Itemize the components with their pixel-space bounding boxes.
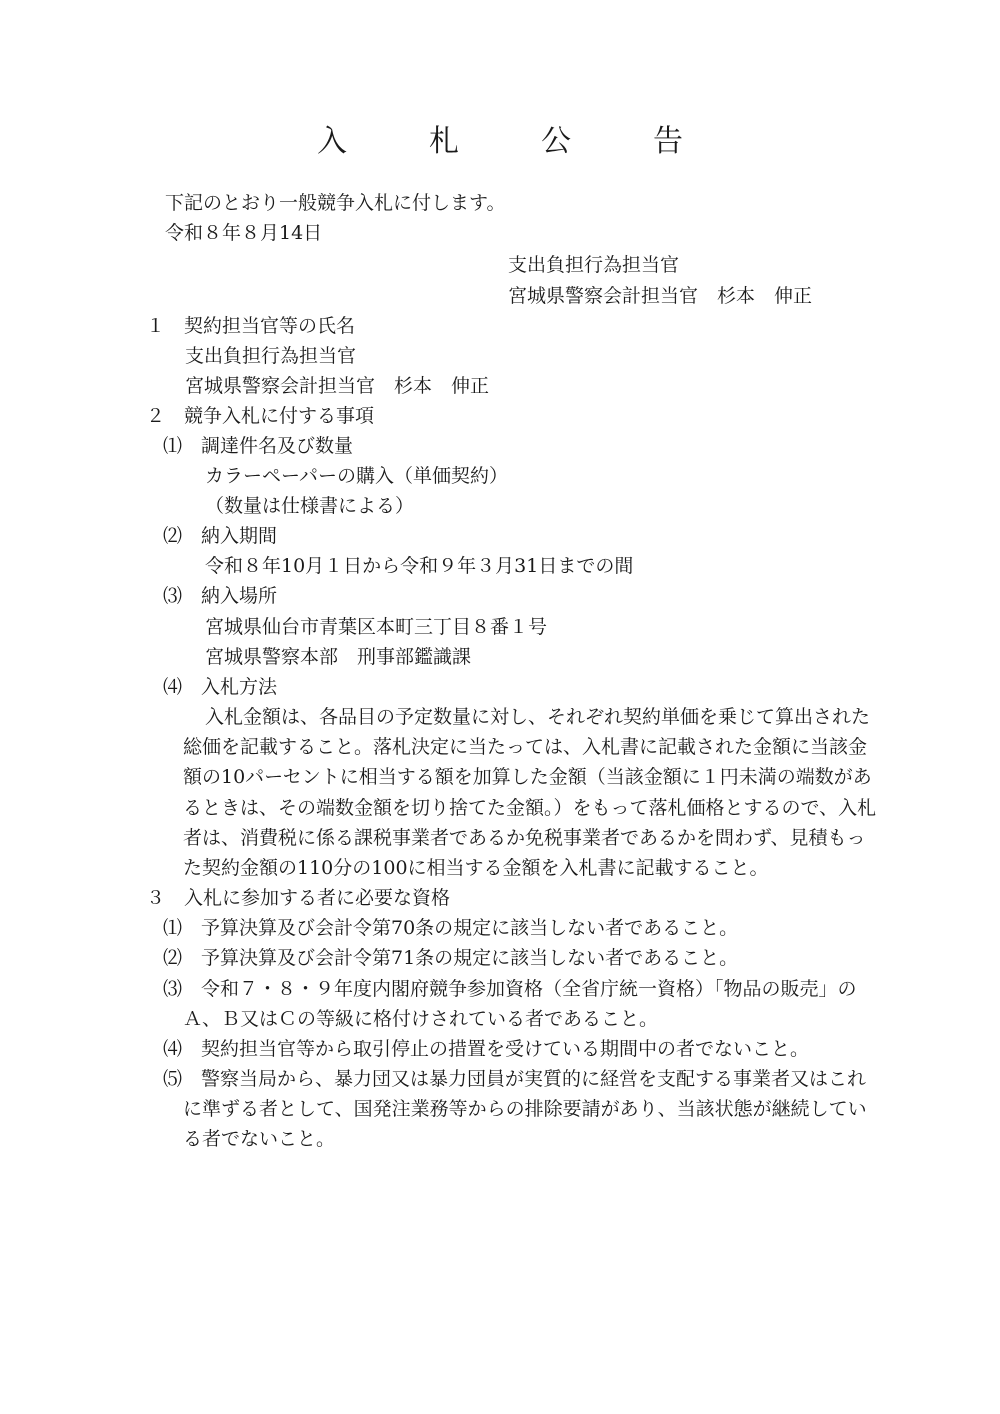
section-3-item-4: ⑷ 契約担当官等から取引停止の措置を受けている期間中の者でないこと。 [163,1038,810,1060]
section-2-item-3-line-1: 宮城県仙台市青葉区本町三丁目８番１号 [205,616,548,638]
section-2-item-2-label: ⑵ 納入期間 [163,525,278,547]
section-3-item-5-line-3: る者でないこと。 [183,1128,336,1150]
intro-text: 下記のとおり一般競争入札に付します。 [165,192,506,214]
section-1-name: 宮城県警察会計担当官 杉本 伸正 [185,375,490,397]
section-1-heading: １ 契約担当官等の氏名 [146,315,356,337]
document-title: 入 札 公 告 [317,124,709,159]
bid-method-line-1: 入札金額は、各品目の予定数量に対し、それぞれ契約単価を乗じて算出された [205,706,871,728]
bid-method-line-2: 総価を記載すること。落札決定に当たっては、入札書に記載された金額に当該金 [183,736,868,758]
section-3-item-5-line-1: ⑸ 警察当局から、暴力団又は暴力団員が実質的に経営を支配する事業者又はこれ [163,1068,867,1090]
section-3-item-3-line-1: ⑶ 令和７・８・９年度内閣府競争参加資格（全省庁統一資格）「物品の販売」の [163,978,857,1000]
section-2-item-3-line-2: 宮城県警察本部 刑事部鑑識課 [205,646,472,668]
section-2-item-1-line-1: カラーペーパーの購入（単価契約） [205,465,509,487]
section-2-item-1-label: ⑴ 調達件名及び数量 [163,435,354,457]
section-2-heading: ２ 競争入札に付する事項 [146,405,375,427]
section-2-item-1-line-2: （数量は仕様書による） [205,495,415,517]
notice-date: 令和８年８月14日 [165,222,323,244]
section-3-item-5-line-2: に準ずる者として、国発注業務等からの排除要請があり、当該状態が継続してい [183,1098,867,1120]
bid-method-line-6: た契約金額の110分の100に相当する金額を入札書に記載すること。 [183,857,769,879]
issuer-role: 支出負担行為担当官 [508,254,680,276]
section-2-item-4-label: ⑷ 入札方法 [163,676,278,698]
bid-method-line-5: 者は、消費税に係る課税事業者であるか免税事業者であるかを問わず、見積もっ [183,827,866,849]
issuer-name: 宮城県警察会計担当官 杉本 伸正 [508,285,813,307]
section-3-heading: ３ 入札に参加する者に必要な資格 [146,887,451,909]
section-3-item-1: ⑴ 予算決算及び会計令第70条の規定に該当しない者であること。 [163,917,739,939]
section-3-item-2: ⑵ 予算決算及び会計令第71条の規定に該当しない者であること。 [163,947,739,969]
bid-method-line-4: るときは、その端数金額を切り捨てた金額。）をもって落札価格とするので、入札 [183,797,877,819]
section-1-role: 支出負担行為担当官 [185,345,357,367]
section-3-item-3-line-2: Ａ、Ｂ又はＣの等級に格付けされている者であること。 [183,1008,659,1030]
bid-method-line-3: 額の10パーセントに相当する額を加算した金額（当該金額に１円未満の端数があ [183,766,872,788]
section-2-item-3-label: ⑶ 納入場所 [163,585,278,607]
section-2-item-2-line-1: 令和８年10月１日から令和９年３月31日までの間 [205,555,634,577]
